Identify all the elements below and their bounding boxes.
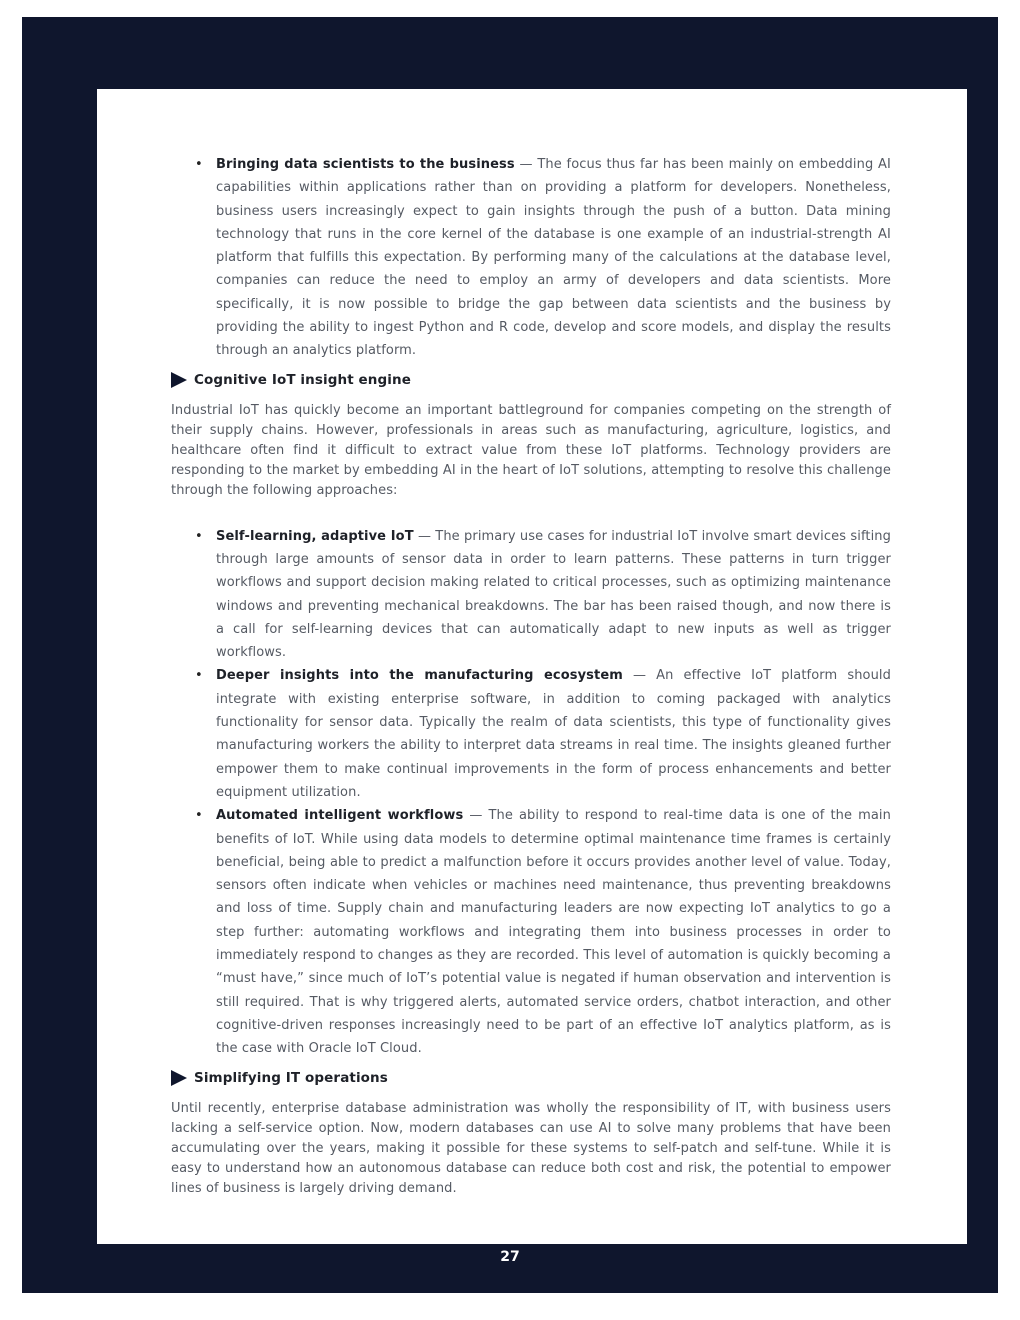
page-number: 27 bbox=[500, 1249, 520, 1265]
bullet-list-iot bbox=[171, 525, 891, 1061]
section-heading-it bbox=[171, 1067, 891, 1089]
bullet-title: Deeper insights into the manufacturing ecosystem bbox=[216, 668, 623, 684]
bullet-title: Self-learning, adaptive IoT bbox=[216, 528, 414, 544]
triangle-arrow-icon bbox=[171, 1070, 187, 1086]
bullet-dot: • bbox=[195, 528, 203, 544]
bullet-list-top bbox=[171, 153, 891, 363]
page-content bbox=[171, 153, 891, 1199]
bullet-item bbox=[171, 804, 891, 1060]
bullet-text: — The focus thus far has been mainly on embedding AI capabilities within applications rather than on providing a platform for developers. Nonetheless, business users increasingly expect to gain insights through the push of a button. Data mining technology that runs in the core kernel of the database is one example of an industrial-strength AI platform that fulfills this expectation. By performing many of the calculations at the database level, companies can reduce the need to employ an army of developers and data scientists. More specifically, it is now possible to bridge the gap between data scientists and the business by providing the ability to ingest Python and R code, develop and score models, and display the results through an analytics platform. bbox=[216, 157, 891, 359]
bullet-dot: • bbox=[195, 668, 203, 684]
bullet-title: Bringing data scientists to the business bbox=[216, 157, 515, 172]
bullet-text: — An effective IoT platform should integrate with existing enterprise software, in addition to coming packaged with analytics functionality for sensor data. Typically the realm of data scientists, this type of functionality gives manufacturing workers the ability to interpret data streams in real time. The insights gleaned further empower them to make continual improvements in the form of process enhancements and better equipment utilization. bbox=[216, 668, 891, 800]
bullet-title: Automated intelligent workflows bbox=[216, 808, 464, 824]
bullet-text: — The primary use cases for industrial IoT involve smart devices sifting through large amounts of sensor data in order to learn patterns. These patterns in turn trigger workflows and support decision making related to critical processes, such as optimizing maintenance windows and preventing mechanical breakdowns. The bar has been raised though, and now there is a call for self-learning devices that can automatically adapt to new inputs as well as trigger workflows. bbox=[216, 528, 891, 661]
bullet-dot: • bbox=[195, 808, 203, 824]
section-it-text: Until recently, enterprise database administration was wholly the responsibility of IT, with business users lacking a self-service option. Now, modern databases can use AI to solve many problems that have been accumulating over the years, making it possible for these systems to self-patch and self-tune. While it is easy to understand how an autonomous database can reduce both cost and risk, the potential to empower lines of business is largely driving demand. bbox=[171, 1100, 891, 1196]
section-iot-intro: Industrial IoT has quickly become an important battleground for companies competing on the strength of their supply chains. However, professionals in areas such as manufacturing, agriculture, logistics, and healthcare often find it difficult to extract value from these IoT platforms. Technology providers are responding to the market by embedding AI in the heart of IoT solutions, attempting to resolve this challenge through the following approaches: bbox=[171, 402, 891, 498]
bullet-dot: • bbox=[195, 157, 203, 172]
bullet-text: — The ability to respond to real-time data is one of the main benefits of IoT. While using data models to determine optimal maintenance time frames is certainly beneficial, being able to predict a malfunction before it occurs provides another level of value. Today, sensors often indicate when vehicles or machines need maintenance, thus preventing breakdowns and loss of time. Supply chain and manufacturing leaders are now expecting IoT analytics to go a step further: automating workflows and integrating them into business processes in order to immediately respond to changes as they are recorded. This level of automation is quickly becoming a “must have,” since much of IoT’s potential value is negated if human observation and intervention is still required. That is why triggered alerts, automated service orders, chatbot interaction, and other cognitive-driven responses increasingly need to be part of an effective IoT analytics platform, as is the case with Oracle IoT Cloud. bbox=[216, 808, 891, 1057]
section-heading-label: Simplifying IT operations bbox=[194, 1069, 388, 1086]
triangle-arrow-icon bbox=[171, 372, 187, 388]
bullet-item bbox=[171, 664, 891, 804]
page-frame bbox=[22, 17, 998, 1293]
page-sheet bbox=[97, 89, 967, 1244]
section-heading-iot bbox=[171, 369, 891, 391]
bullet-item bbox=[171, 525, 891, 665]
bullet-item bbox=[171, 153, 891, 363]
section-heading-label: Cognitive IoT insight engine bbox=[194, 371, 411, 388]
